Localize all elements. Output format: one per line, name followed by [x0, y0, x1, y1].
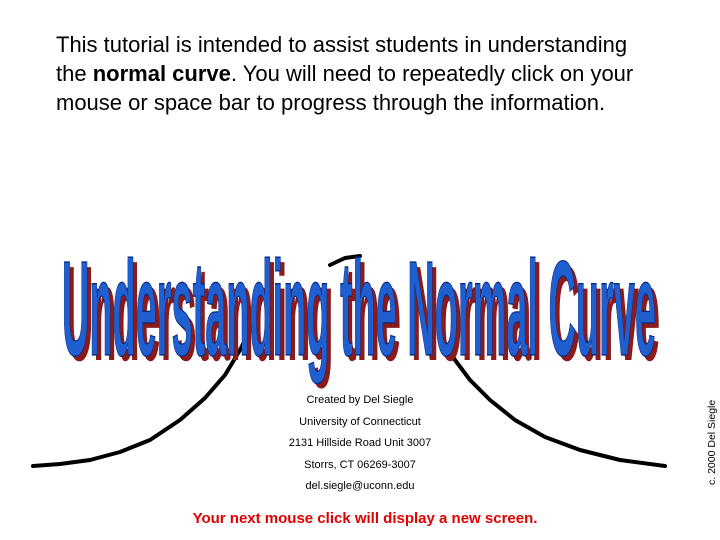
intro-text-start: This tutorial is intended to assist students in understanding the: [56, 32, 628, 86]
title-shadow: Understanding the Normal Curve: [65, 238, 660, 390]
page-title: Understanding the Normal Curve: [62, 233, 657, 385]
credit-city: Storrs, CT 06269-3007: [304, 458, 416, 471]
intro-emphasis: normal curve: [92, 61, 231, 86]
credits-block: [255, 390, 465, 498]
intro-text-end: . You will need to repeatedly click on your mouse or space bar to progress through the information.: [56, 61, 634, 115]
credit-email: del.siegle@uconn.edu: [305, 480, 415, 492]
copyright-notice: c. 2000 Del Siegle: [706, 399, 718, 485]
credit-university: University of Connecticut: [299, 415, 421, 428]
next-screen-note: Your next mouse click will display a new screen.: [192, 510, 538, 527]
credit-street: 2131 Hillside Road Unit 3007: [288, 437, 432, 449]
credit-author: Created by Del Siegle: [306, 394, 414, 406]
